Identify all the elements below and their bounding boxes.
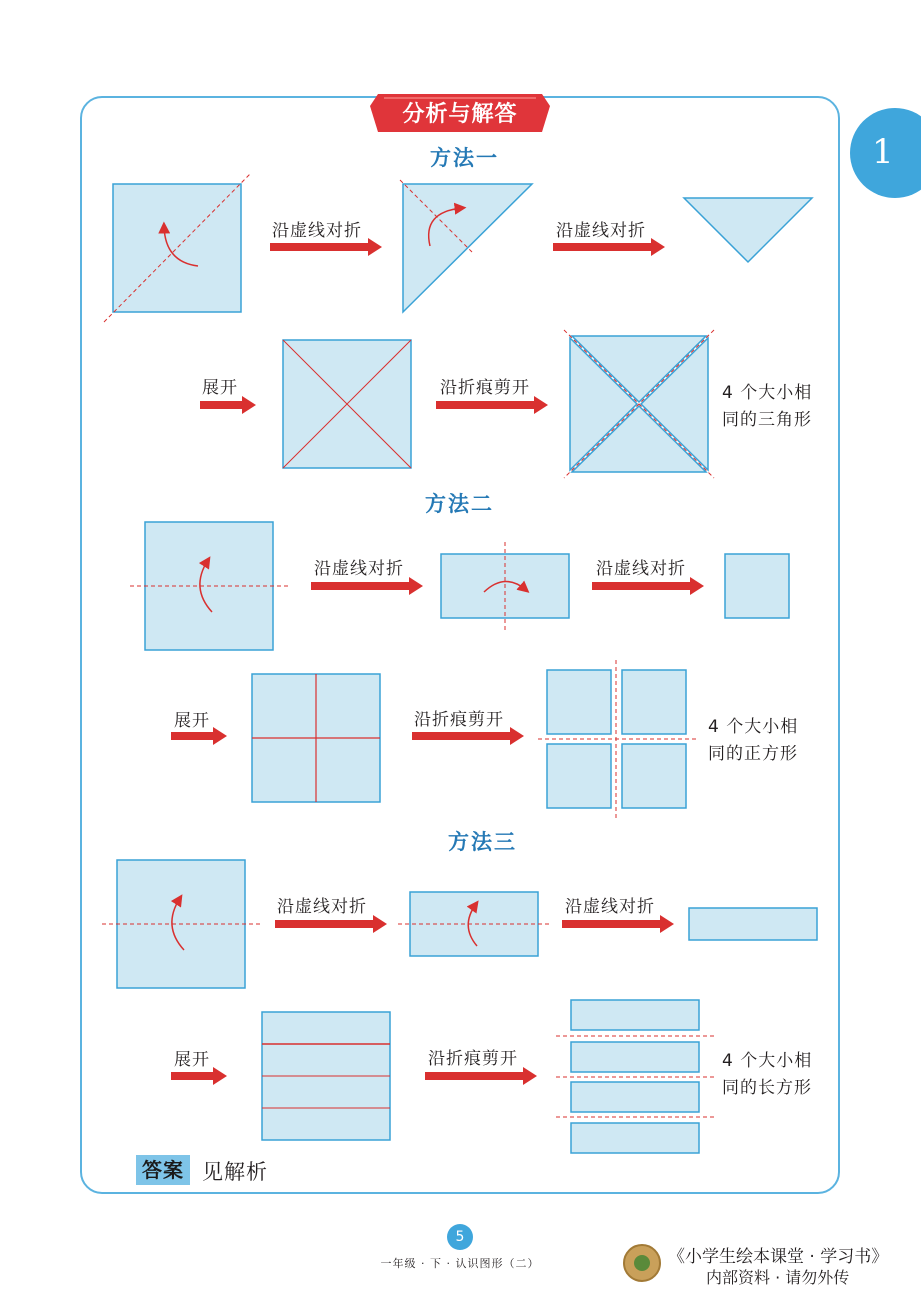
m2-r1-arrow2 [592, 577, 704, 595]
m1-r2-arrow1 [200, 396, 256, 414]
m3-r1-arrow2-label: 沿虚线对折 [565, 897, 655, 917]
m1-triangle-large [400, 180, 532, 312]
m2-square [130, 522, 288, 650]
m2-r1-arrow1-label: 沿虚线对折 [314, 559, 404, 579]
m2-r2-arrow1-label: 展开 [174, 711, 210, 731]
method-2-title: 方法二 [425, 491, 494, 516]
m3-r1-arrow2 [562, 915, 674, 933]
m2-r2-arrow2-label: 沿折痕剪开 [414, 710, 504, 730]
m1-r2-arrow2 [436, 396, 548, 414]
answer-badge: 答案 [136, 1155, 190, 1185]
m3-r2-arrow2-label: 沿折痕剪开 [428, 1049, 518, 1069]
m2-r1-arrow2-label: 沿虚线对折 [596, 559, 686, 579]
m2-result-line2: 同的正方形 [708, 744, 798, 764]
m3-result-line2: 同的长方形 [722, 1078, 812, 1098]
m2-result-line1: 4 个大小相 [708, 717, 799, 737]
m3-r1-arrow1 [275, 915, 387, 933]
m3-result-line1: 4 个大小相 [722, 1051, 813, 1071]
m3-r2-arrow1-label: 展开 [174, 1050, 210, 1070]
m1-r2-arrow1-label: 展开 [202, 378, 238, 398]
publisher-seal-icon [623, 1244, 661, 1282]
m2-cut-squares [538, 660, 696, 818]
m2-unfolded-square [252, 674, 380, 802]
m1-cut-triangles [564, 330, 714, 478]
m2-r1-arrow1 [311, 577, 423, 595]
method-3-title: 方法三 [448, 829, 517, 854]
m3-r2-arrow1 [171, 1067, 227, 1085]
m1-result-line2: 同的三角形 [722, 410, 812, 430]
header-title: 分析与解答 [402, 102, 518, 127]
footer-book-title: 《小学生绘本课堂 · 学习书》 [668, 1247, 889, 1267]
footer-book-section: 一年级 · 下 · 认识图形（二） [380, 1257, 540, 1270]
m2-small-square [725, 554, 789, 618]
footer-notice: 内部资料 · 请勿外传 [706, 1268, 850, 1287]
m3-strip [689, 908, 817, 940]
m1-result-line1: 4 个大小相 [722, 383, 813, 403]
m3-rectangle [398, 892, 550, 956]
m1-unfolded-square [283, 340, 411, 468]
m2-r2-arrow1 [171, 727, 227, 745]
m3-square [102, 860, 260, 988]
m1-r1-arrow1 [270, 238, 382, 256]
m1-r1-arrow2-label: 沿虚线对折 [556, 221, 646, 241]
m1-r1-arrow1-label: 沿虚线对折 [272, 221, 362, 241]
m3-r2-arrow2 [425, 1067, 537, 1085]
page-number: 5 [447, 1224, 473, 1250]
m1-square [104, 174, 250, 322]
m2-r2-arrow2 [412, 727, 524, 745]
m3-r1-arrow1-label: 沿虚线对折 [277, 897, 367, 917]
m2-rectangle [441, 542, 569, 630]
m3-cut-strips [556, 1000, 714, 1153]
m3-unfolded-square [262, 1012, 390, 1140]
m1-r2-arrow2-label: 沿折痕剪开 [440, 378, 530, 398]
m1-triangle-small [684, 198, 812, 262]
method-1-title: 方法一 [430, 145, 499, 170]
chapter-number: 1 [872, 132, 894, 172]
m1-r1-arrow2 [553, 238, 665, 256]
answer-text: 见解析 [202, 1160, 268, 1184]
